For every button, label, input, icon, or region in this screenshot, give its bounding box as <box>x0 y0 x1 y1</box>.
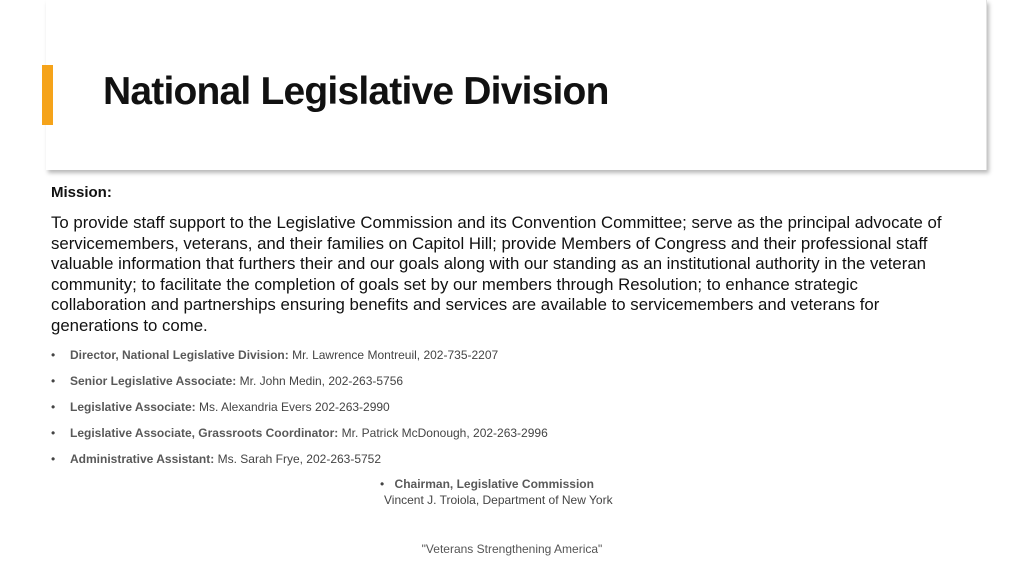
staff-detail: Ms. Alexandria Evers 202-263-2990 <box>198 400 390 414</box>
staff-role: Legislative Associate, Grassroots Coordinator: <box>70 426 339 440</box>
chairman-block <box>380 476 613 508</box>
staff-item-associate <box>51 397 548 423</box>
staff-list <box>51 345 548 475</box>
staff-detail: Mr. Lawrence Montreuil, 202-735-2207 <box>292 348 499 362</box>
footer-slogan: "Veterans Strengthening America" <box>421 542 603 556</box>
mission-text: To provide staff support to the Legislative Commission and its Convention Committee; serve as the principal advocate of servicemembers, veterans, and their families on Capitol Hill; provide Members of Congress and their professional staff valuable information that furthers their and our goals along with our standing as an institutional authority in the veteran community; to facilitate the completion of goals set by our members through Resolution; to enhance strategic collaboration and partnerships ensuring benefits and services are available to servicemembers and veterans for generations to come. <box>51 213 942 335</box>
mission-heading: Mission: <box>51 184 112 201</box>
bullet-icon: • <box>51 400 56 414</box>
chairman-role: Chairman, Legislative Commission <box>394 477 594 491</box>
bullet-icon: • <box>51 348 56 362</box>
title-accent-bar <box>42 65 53 125</box>
bullet-icon: • <box>51 374 56 388</box>
staff-detail: Mr. John Medin, 202-263-5756 <box>239 374 404 388</box>
staff-role: Legislative Associate: <box>70 400 196 414</box>
bullet-icon: • <box>51 426 56 440</box>
staff-item-administrative-assistant <box>51 449 548 475</box>
staff-item-senior-associate <box>51 371 548 397</box>
chairman-name: Vincent J. Troiola, Department of New York <box>384 493 613 507</box>
staff-detail: Ms. Sarah Frye, 202-263-5752 <box>217 452 382 466</box>
staff-item-grassroots-coordinator <box>51 423 548 449</box>
staff-role: Administrative Assistant: <box>70 452 215 466</box>
bullet-icon: • <box>51 452 56 466</box>
bullet-icon: • <box>380 477 385 491</box>
staff-detail: Mr. Patrick McDonough, 202-263-2996 <box>341 426 548 440</box>
staff-item-director <box>51 345 548 371</box>
staff-role: Director, National Legislative Division: <box>70 348 289 362</box>
page-title: National Legislative Division <box>103 70 609 113</box>
staff-role: Senior Legislative Associate: <box>70 374 237 388</box>
